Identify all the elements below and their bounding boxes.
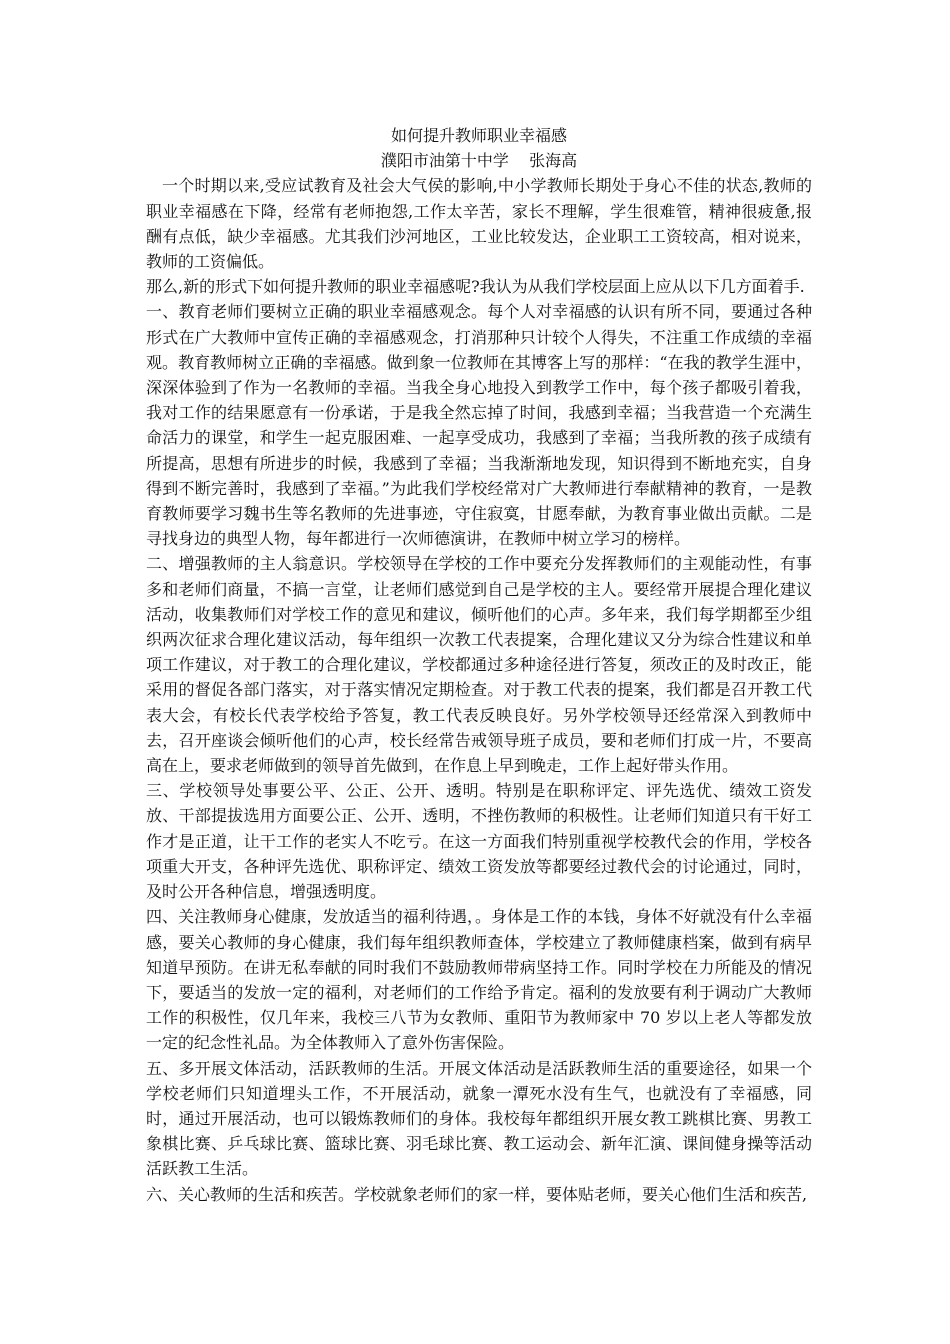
section-5-paragraph: 五、多开展文体活动，活跃教师的生活。开展文体活动是活跃教师生活的重要途径，如果一个学校老师们只知道埋头工作，不开展活动，就象一潭死水没有生气，也就没有了幸福感，同时，通过开展活动，也可以锻炼教师们的身体。我校每年都组织开展女教工跳棋比赛、男教工象棋比赛、乒乓球比赛、篮球比赛、羽毛球比赛、教工运动会、新年汇演、课间健身操等活动活跃教工生活。 (146, 1058, 812, 1179)
section-3-paragraph: 三、学校领导处事要公平、公正、公开、透明。特别是在职称评定、评先选优、绩效工资发放、干部提拔选用方面要公正、公开、透明，不挫伤教师的积极性。让老师们知道只有干好工作才是正道，让干工作的老实人不吃亏。在这一方面我们特别重视学校教代会的作用，学校各项重大开支，各种评先选优、职称评定、绩效工资发放等都要经过教代会的讨论通过，同时，及时公开各种信息，增强透明度。 (146, 781, 812, 902)
section-2-paragraph: 二、增强教师的主人翁意识。学校领导在学校的工作中要充分发挥教师们的主观能动性，有事多和老师们商量，不搞一言堂，让老师们感觉到自己是学校的主人。要经常开展提合理化建议活动，收集教师们对学校工作的意见和建议，倾听他们的心声。多年来，我们每学期都至少组织两次征求合理化建议活动，每年组织一次教工代表提案，合理化建议又分为综合性建议和单项工作建议，对于教工的合理化建议，学校都通过多种途径进行答复，须改正的及时改正，能采用的督促各部门落实，对于落实情况定期检查。对于教工代表的提案，我们都是召开教工代表大会，有校长代表学校给予答复，教工代表反映良好。另外学校领导还经常深入到教师中去，召开座谈会倾听他们的心声，校长经常告戒领导班子成员，要和老师们打成一片，不要高高在上，要求老师做到的领导首先做到，在作息上早到晚走，工作上起好带头作用。 (146, 554, 812, 776)
section-6-paragraph: 六、关心教师的生活和疾苦。学校就象老师们的家一样，要体贴老师，要关心他们生活和疾苦, (146, 1184, 808, 1204)
question-paragraph: 那么,新的形式下如何提升教师的职业幸福感呢?我认为从我们学校层面上应从以下几方面着手. (146, 277, 805, 297)
section-4-paragraph: 四、关注教师身心健康，发放适当的福利待遇，。身体是工作的本钱，身体不好就没有什么幸福感，要关心教师的身心健康，我们每年组织教师查体，学校建立了教师健康档案，做到有病早知道早预防。在讲无私奉献的同时我们不鼓励教师带病坚持工作。同时学校在力所能及的情况下，要适当的发放一定的福利，对老师们的工作给予肯定。福利的发放要有利于调动广大教师工作的积极性，仅几年来，我校三八节为女教师、重阳节为教师家中 70 岁以上老人等都发放一定的纪念性礼品。为全体教师入了意外伤害保险。 (146, 907, 812, 1053)
intro-paragraph: 一个时期以来,受应试教育及社会大气侯的影响,中小学教师长期处于身心不佳的状态,教师的职业幸福感在下降，经常有老师抱怨,工作太辛苦，家长不理解，学生很难管，精神很疲惫,报酬有点低，缺少幸福感。尤其我们沙河地区，工业比较发达，企业职工工资较高，相对说来，教师的工资偏低。 (146, 176, 812, 272)
document-body (146, 123, 812, 1207)
section-1-paragraph: 一、教育老师们要树立正确的职业幸福感观念。每个人对幸福感的认识有所不同，要通过各种形式在广大教师中宣传正确的幸福感观念，打消那种只计较个人得失，不注重工作成绩的幸福观。教育教师树立正确的幸福感。做到象一位教师在其博客上写的那样：“在我的教学生涯中，深深体验到了作为一名教师的幸福。当我全身心地投入到教学工作中，每个孩子都吸引着我，我对工作的结果愿意有一份承诺，于是我全然忘掉了时间，我感到幸福；当我营造一个充满生命活力的课堂，和学生一起克服困难、一起享受成功，我感到了幸福；当我所教的孩子成绩有所提高，思想有所进步的时候，我感到了幸福；当我渐渐地发现，知识得到不断地充实，自身得到不断完善时，我感到了幸福。”为此我们学校经常对广大教师进行奉献精神的教育，一是教育教师要学习魏书生等名教师的先进事迹，守住寂寞，甘愿奉献，为教育事业做出贡献。二是寻找身边的典型人物，每年都进行一次师德演讲，在教师中树立学习的榜样。 (146, 302, 812, 549)
document-author: 濮阳市油第十中学 张海高 (380, 151, 578, 171)
document-title: 如何提升教师职业幸福感 (390, 126, 567, 145)
